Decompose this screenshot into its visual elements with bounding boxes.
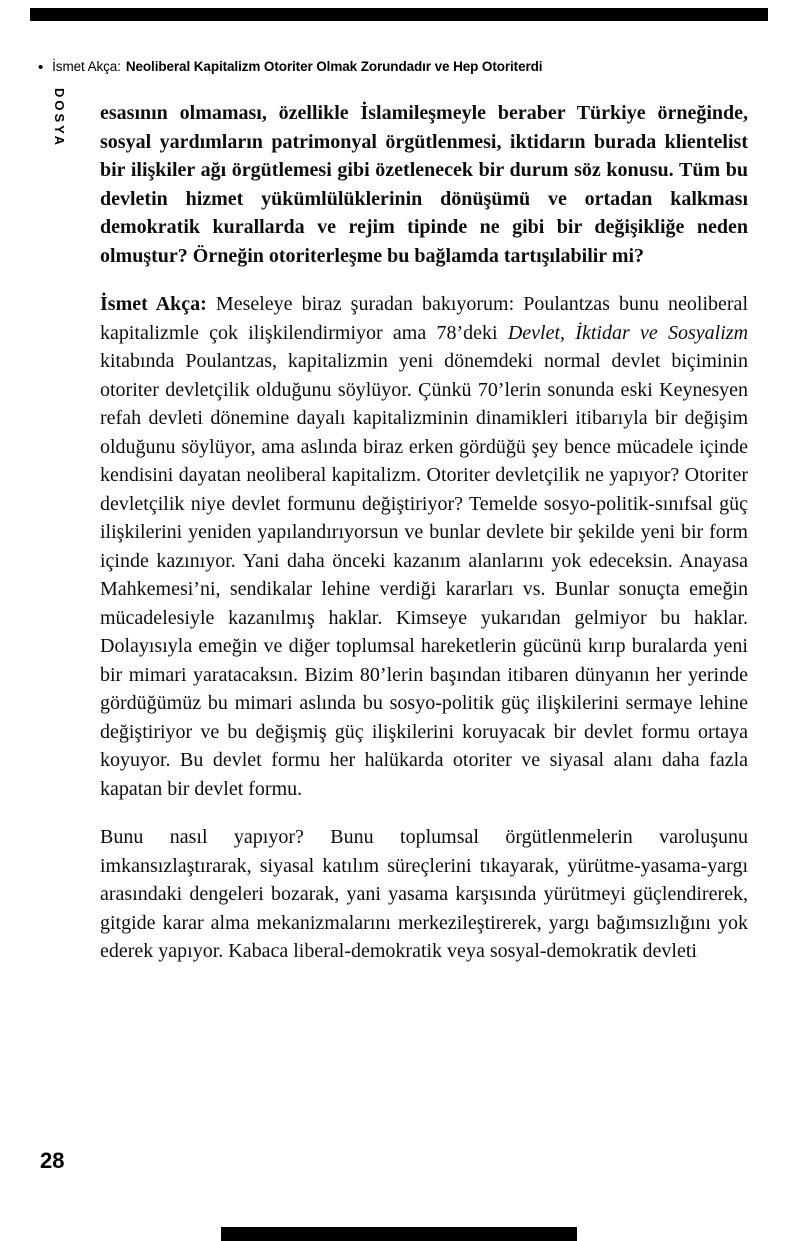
question-text: esasının olmaması, özellikle İslamileşmeyle beraber Türkiye örneğinde, sosyal yardımların patrimonyal örgütlenmesi, iktidarın burada klientelist bir ilişkiler ağı örgütlemesi gibi özetlenecek bir durum söz konusu. Tüm bu devletin hizmet yükümlülüklerinin dönüşümü ve ortadan kalkması demokratik kurallarda ve rejim tipinde ne gibi bir değişikliğe neden olmuştur? Örneğin otoriterleşme bu bağlamda tartışılabilir mi? xyxy=(100,102,748,267)
top-rule xyxy=(30,8,768,21)
answer-text-part1: Meseleye biraz şuradan bakıyorum: Poulantzas bunu neoliberal kapitalizmle çok ilişkilendirmiyor ama 78’deki xyxy=(100,293,748,344)
continuation-text: Bunu nasıl yapıyor? Bunu toplumsal örgütlenmelerin varoluşunu imkansızlaştırarak, siyasal katılım süreçlerini tıkayarak, yürütme-yasama-yargı arasındaki dengeleri bozarak, yani yasama karşısında yürütmeyi güçlendirerek, gitgide karar alma mekanizmalarını merkezileştirerek, yargı bağımsızlığını yok ederek yapıyor. Kabaca liberal-demokratik veya sosyal-demokratik devleti xyxy=(100,826,748,962)
running-header xyxy=(38,58,542,75)
question-paragraph xyxy=(100,99,748,270)
bullet-icon: • xyxy=(38,59,44,76)
article-body xyxy=(100,99,748,966)
continuation-paragraph xyxy=(100,823,748,966)
section-label-dosya: DOSYA xyxy=(52,88,67,149)
page-number: 28 xyxy=(40,1148,65,1173)
running-header-author: İsmet Akça: xyxy=(52,59,121,74)
answer-paragraph xyxy=(100,290,748,803)
book-title: Devlet, İktidar ve Sosyalizm xyxy=(507,321,749,344)
bottom-rule xyxy=(221,1227,577,1241)
speaker-name: İsmet Akça: xyxy=(100,293,207,315)
answer-text-part2: kitabında Poulantzas, kapitalizmin yeni dönemdeki normal devlet biçiminin otoriter devletçilik olduğunu söylüyor. Çünkü 70’lerin sonunda eski Keynesyen refah devleti dönemine dayalı kapitalizminin dinamikleri itibarıyla bir değişim olduğunu söylüyor, ama aslında biraz erken gördüğü şey bence mücadele içinde kendisini dayatan neoliberal kapitalizm. Otoriter devletçilik ne yapıyor? Otoriter devletçilik niye devlet formunu değiştiriyor? Temelde sosyo-politik-sınıfsal güç ilişkilerini yeniden yapılandırıyorsun ve bunlar devlete bir şekilde yeni bir form içinde kazınıyor. Yani daha önceki kazanım alanlarını yok edeceksin. Anayasa Mahkemesi’ni, sendikalar lehine verdiği kararları vs. Bunlar sonuçta emeğin mücadelesiyle kazanılmış haklar. Kimseye yukarıdan gelmiyor bu haklar. Dolayısıyla emeğin ve diğer toplumsal hareketlerin gücünü kırıp buralarda yeni bir mimari yaratacaksın. Bizim 80’lerin başından itibaren dünyanın her yerinde gördüğümüz bu mimari aslında bu sosyo-politik güç ilişkilerini sermaye lehine değiştiriyor ve bu değişmiş güç ilişkilerini koruyacak bir devlet formu ortaya koyuyor. Bu devlet formu her halükarda otoriter ve siyasal alanı daha fazla kapatan bir devlet formu. xyxy=(100,350,748,800)
running-header-title: Neoliberal Kapitalizm Otoriter Olmak Zorundadır ve Hep Otoriterdi xyxy=(125,59,543,74)
